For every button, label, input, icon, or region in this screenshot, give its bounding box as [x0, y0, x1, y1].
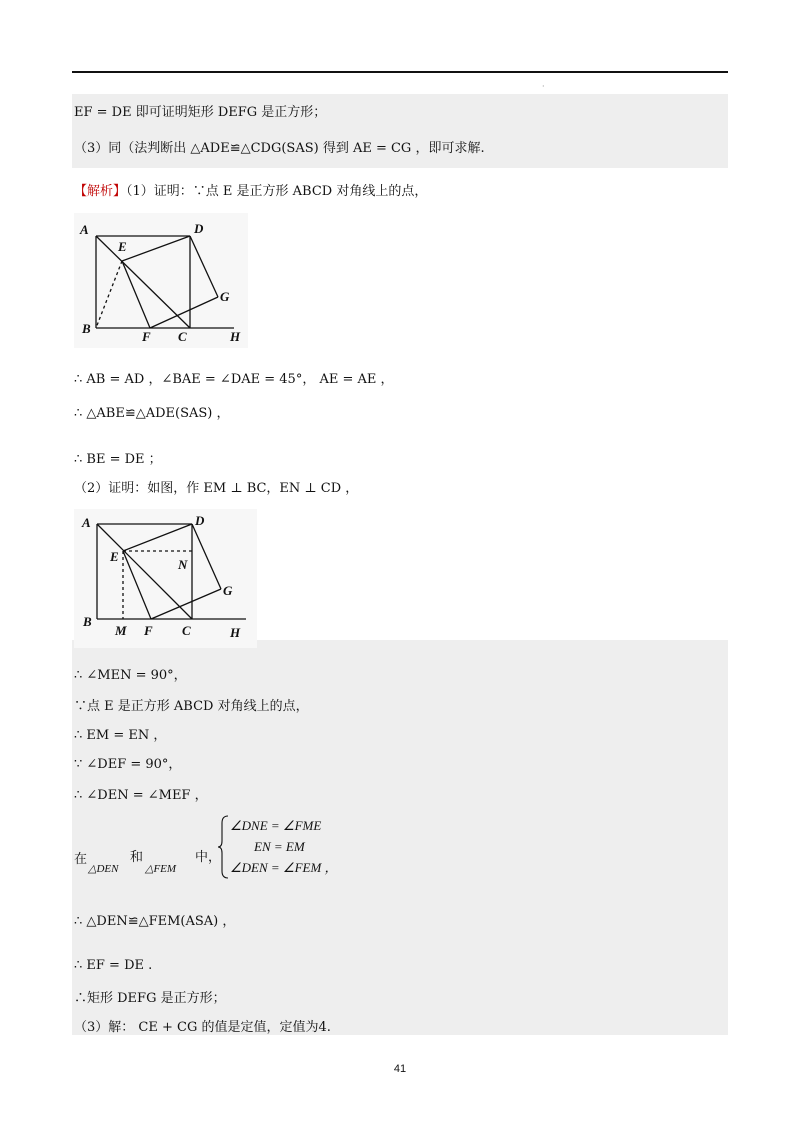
page-number: 41 — [393, 1063, 407, 1075]
figure-2 — [74, 509, 257, 648]
text-line-14: ∴ △DEN≌△FEM(ASA) ， — [74, 914, 236, 929]
fig2-line-ed — [123, 524, 192, 551]
fig2-label-d: D — [195, 513, 205, 528]
equation-1: ∠DNE = ∠FME — [230, 818, 322, 833]
fig2-line-dg — [192, 524, 221, 589]
text-line-13-he: 和 — [130, 850, 144, 865]
fig2-label-c: C — [182, 623, 191, 638]
text-line-16: ∴矩形 DEFG 是正方形； — [74, 991, 226, 1006]
header-dot: · — [542, 82, 545, 91]
fig1-label-g: G — [220, 289, 230, 304]
system-brace — [218, 815, 230, 879]
fig1-label-c: C — [178, 329, 187, 344]
text-line-2: （3）同（法判断出 △ADE≌△CDG(SAS) 得到 AE = CG ，即可求解. — [74, 141, 485, 156]
text-line-5: ∴ △ABE≌△ADE(SAS) ， — [74, 406, 230, 421]
fig1-line-dg — [190, 236, 218, 297]
fig1-label-f: F — [142, 329, 151, 344]
text-line-15: ∴ EF = DE . — [74, 958, 153, 973]
fig2-label-b: B — [83, 614, 92, 629]
fig1-label-b: B — [82, 321, 91, 336]
text-line-13-zai: 在 — [74, 852, 88, 867]
fig1-label-d: D — [194, 221, 204, 236]
analysis-line — [74, 180, 427, 199]
fig1-line-ed — [122, 236, 190, 261]
text-line-9: ∵点 E 是正方形 ABCD 对角线上的点， — [74, 699, 309, 714]
fig1-line-be-dashed — [96, 261, 122, 328]
equation-system — [230, 815, 338, 878]
fig2-label-m: M — [115, 623, 127, 638]
fig1-line-ef — [122, 261, 150, 328]
figure-1 — [74, 213, 248, 348]
text-line-13-den: △DEN — [88, 863, 119, 875]
fig2-line-ef — [123, 551, 151, 619]
fig2-label-g: G — [223, 583, 233, 598]
fig1-label-e: E — [118, 239, 127, 254]
text-line-17: （3）解： CE + CG 的值是定值，定值为4. — [74, 1020, 331, 1035]
fig2-label-f: F — [144, 623, 153, 638]
fig1-diagonal — [96, 236, 190, 328]
text-line-8: ∴ ∠MEN = 90°， — [74, 668, 187, 683]
fig2-label-e: E — [110, 549, 119, 564]
text-line-11: ∵ ∠DEF = 90°， — [74, 757, 182, 772]
text-line-1: EF = DE 即可证明矩形 DEFG 是正方形； — [74, 105, 327, 120]
text-line-12: ∴ ∠DEN = ∠MEF ， — [74, 788, 208, 803]
header-rule — [72, 71, 728, 73]
text-line-4: ∴ AB = AD ，∠BAE = ∠DAE = 45°， AE = AE ， — [74, 372, 394, 387]
fig1-line-fg — [150, 297, 218, 328]
text-line-10: ∴ EM = EN ， — [74, 728, 167, 743]
text-line-13-fem: △FEM — [145, 863, 177, 875]
fig2-label-h: H — [230, 625, 241, 640]
analysis-tag: 【解析】 — [74, 184, 127, 199]
fig2-line-fg — [151, 589, 221, 619]
fig2-label-a: A — [82, 515, 91, 530]
equation-2: EN = EM — [254, 839, 305, 854]
text-line-7: （2）证明：如图，作 EM ⊥ BC，EN ⊥ CD ， — [74, 481, 359, 496]
analysis-text: （1）证明：∵点 E 是正方形 ABCD 对角线上的点， — [126, 184, 428, 199]
fig1-label-a: A — [80, 222, 89, 237]
fig1-label-h: H — [230, 329, 241, 344]
equation-3: ∠DEN = ∠FEM ， — [230, 860, 338, 875]
fig2-label-n: N — [178, 557, 188, 572]
text-line-6: ∴ BE = DE ； — [74, 452, 162, 467]
text-line-13-zhong: 中， — [195, 850, 222, 865]
